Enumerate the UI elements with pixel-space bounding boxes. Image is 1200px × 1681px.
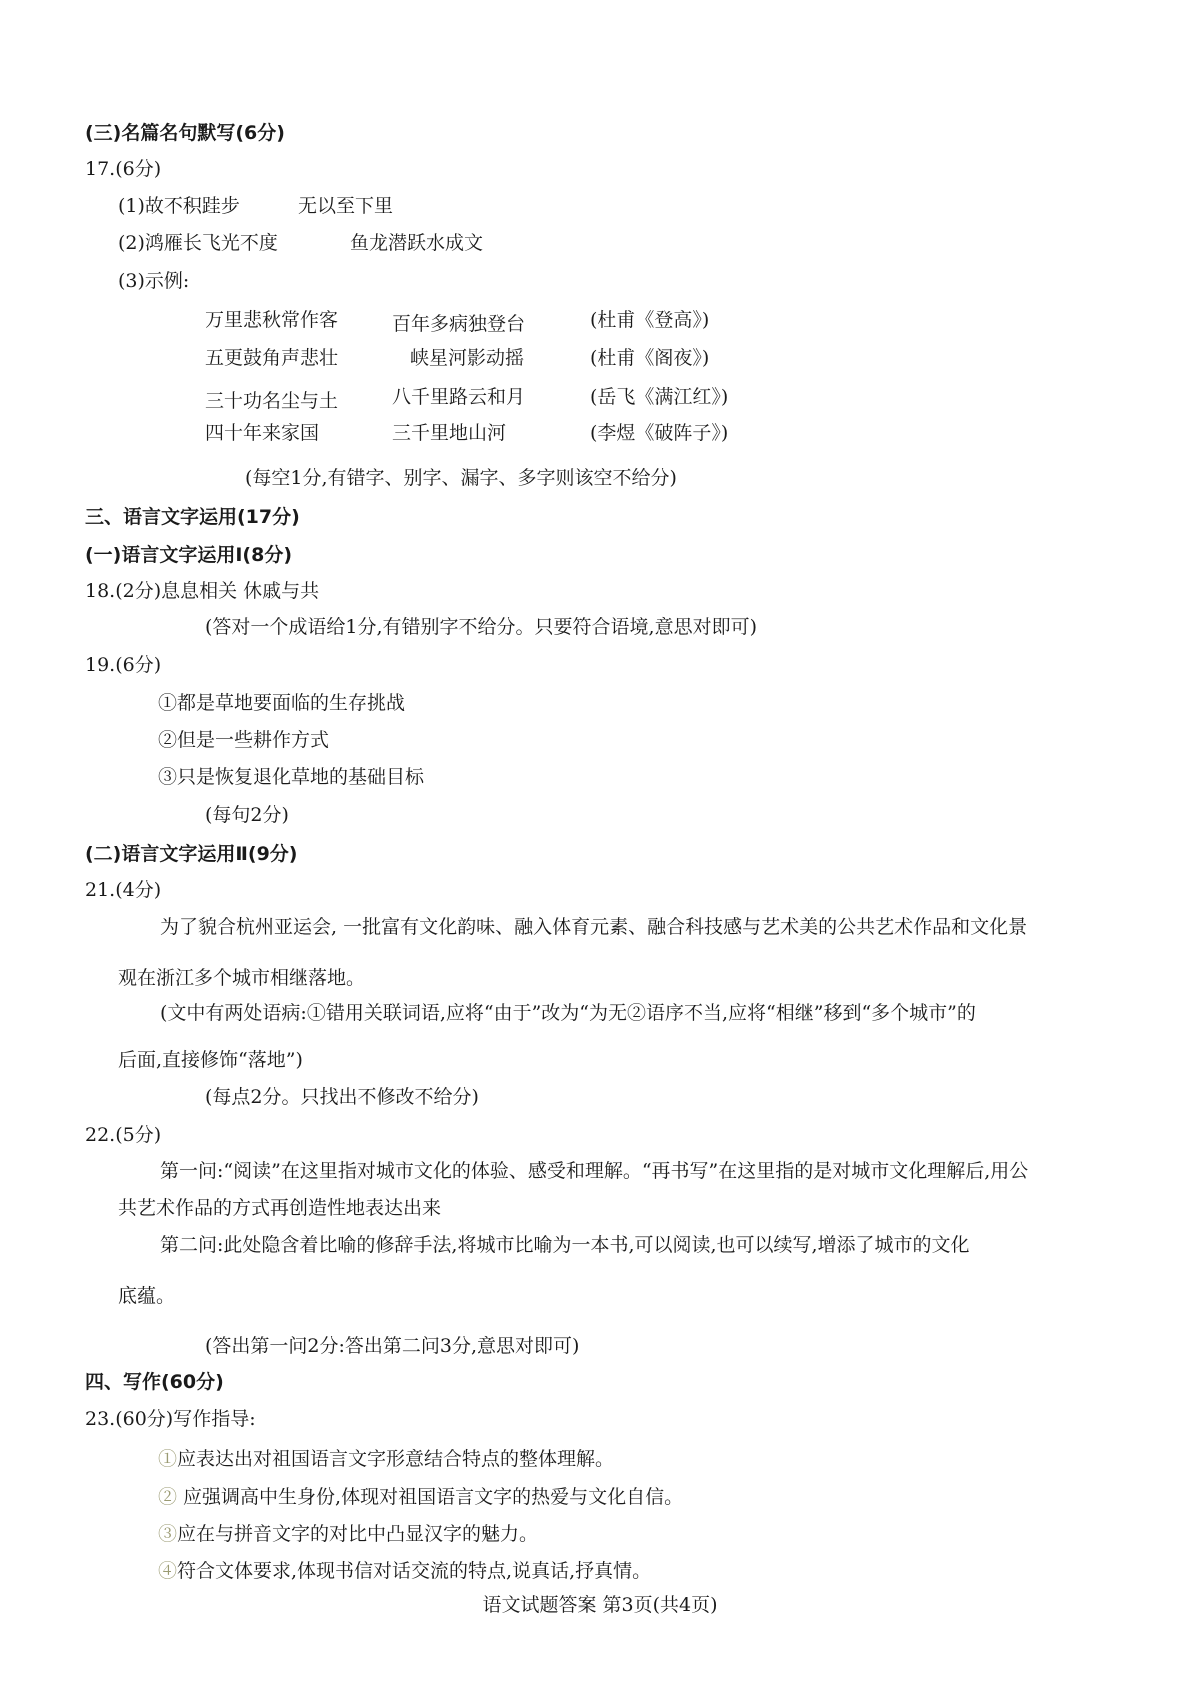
q19-scoring-note: (每句2分) — [205, 804, 289, 826]
q22-paragraph2-line2: 底蕴。 — [118, 1285, 176, 1307]
example-line1: 三十功名尘与土 — [205, 390, 339, 412]
example-source: (杜甫《阁夜》) — [590, 347, 710, 369]
example-line1: 万里悲秋常作客 — [205, 309, 339, 331]
point-number: ④ — [158, 1560, 178, 1582]
q18-scoring-note: (答对一个成语给1分,有错别字不给分。只要符合语境,意思对即可) — [205, 616, 757, 638]
question-19-label: 19.(6分) — [85, 654, 162, 676]
q17-item1-first: (1)故不积跬步 — [118, 195, 240, 217]
example-line2: 八千里路云和月 — [392, 386, 526, 408]
q21-paragraph1-line1: 为了貌合杭州亚运会, 一批富有文化韵味、融入体育元素、融合科技感与艺术美的公共艺术作品和文化景 — [160, 916, 1028, 938]
q21-scoring-note: (每点2分。只找出不修改不给分) — [205, 1086, 479, 1108]
page-footer: 语文试题答案 第3页(共4页) — [482, 1594, 718, 1616]
q22-scoring-note: (答出第一问2分:答出第二问3分,意思对即可) — [205, 1335, 580, 1357]
q17-item2-first: (2)鸿雁长飞光不度 — [118, 232, 278, 254]
question-17-label: 17.(6分) — [85, 158, 162, 180]
q17-item1-second: 无以至下里 — [298, 195, 394, 217]
q22-paragraph2-line1: 第二问:此处隐含着比喻的修辞手法,将城市比喻为一本书,可以阅读,也可以续写,增添了城市的文化 — [160, 1234, 970, 1256]
subsection-heading-language-use-1: (一)语言文字运用Ⅰ(8分) — [85, 544, 293, 566]
point-number: ② — [158, 1486, 178, 1508]
part-heading-language-use: 三、语言文字运用(17分) — [85, 506, 300, 528]
q22-paragraph1-line2: 共艺术作品的方式再创造性地表达出来 — [118, 1197, 442, 1219]
example-line2: 三千里地山河 — [392, 422, 507, 444]
point-text: 应表达出对祖国语言文字形意结合特点的整体理解。 — [177, 1448, 615, 1470]
q19-answer-1: ①都是草地要面临的生存挑战 — [158, 692, 406, 714]
example-line1: 五更鼓角声悲壮 — [205, 347, 339, 369]
point-text: 符合文体要求,体现书信对话交流的特点,说真话,抒真情。 — [177, 1560, 652, 1582]
q17-item3-label: (3)示例: — [118, 270, 190, 292]
example-source: (岳飞《满江红》) — [590, 386, 729, 408]
q19-answer-2: ②但是一些耕作方式 — [158, 729, 330, 751]
q21-paragraph2-line1: (文中有两处语病:①错用关联词语,应将“由于”改为“为无②语序不当,应将“相继”移到“多个城市”的 — [160, 1002, 976, 1024]
section-heading-famous-lines: (三)名篇名句默写(6分) — [85, 122, 285, 144]
point-number: ③ — [158, 1523, 178, 1545]
q21-paragraph2-line2: 后面,直接修饰“落地”) — [118, 1049, 303, 1071]
question-23-label: 23.(60分)写作指导: — [85, 1408, 256, 1430]
q22-paragraph1-line1: 第一问:“阅读”在这里指对城市文化的体验、感受和理解。“再书写”在这里指的是对城市文化理解后,用公 — [160, 1160, 1029, 1182]
point-number: ① — [158, 1448, 178, 1470]
subsection-heading-language-use-2: (二)语言文字运用Ⅱ(9分) — [85, 843, 298, 865]
point-text: 应在与拼音文字的对比中凸显汉字的魅力。 — [177, 1523, 539, 1545]
example-source: (李煜《破阵子》) — [590, 422, 729, 444]
example-line2: 峡星河影动摇 — [410, 347, 525, 369]
part-heading-writing: 四、写作(60分) — [85, 1371, 224, 1393]
q21-paragraph1-line2: 观在浙江多个城市相继落地。 — [118, 967, 366, 989]
q23-point-1 — [158, 1446, 614, 1472]
q23-point-4 — [158, 1558, 651, 1584]
point-text: 应强调高中生身份,体现对祖国语言文字的热爱与文化自信。 — [177, 1486, 684, 1508]
example-source: (杜甫《登高》) — [590, 309, 710, 331]
question-18-answer: 18.(2分)息息相关 休戚与共 — [85, 580, 320, 602]
q23-point-3 — [158, 1521, 538, 1547]
example-line2: 百年多病独登台 — [392, 313, 526, 335]
q23-point-2 — [158, 1484, 683, 1510]
question-21-label: 21.(4分) — [85, 879, 162, 901]
q17-item2-second: 鱼龙潜跃水成文 — [350, 232, 484, 254]
example-line1: 四十年来家国 — [205, 422, 320, 444]
q17-scoring-note: (每空1分,有错字、别字、漏字、多字则该空不给分) — [245, 467, 677, 489]
q19-answer-3: ③只是恢复退化草地的基础目标 — [158, 766, 425, 788]
question-22-label: 22.(5分) — [85, 1124, 162, 1146]
